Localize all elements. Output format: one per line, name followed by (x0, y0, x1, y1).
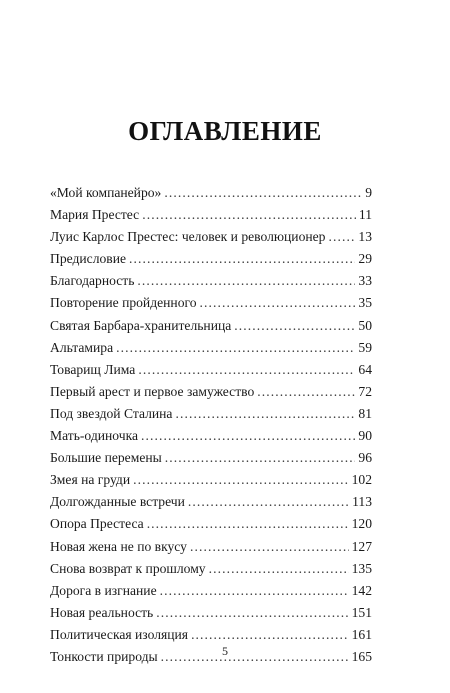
toc-entry-page: 161 (351, 626, 372, 642)
toc-entry-title: Альтамира (50, 339, 114, 355)
toc-entry-page: 135 (351, 560, 372, 576)
toc-entry-18 (50, 558, 372, 580)
toc-entry-title: Политическая изоляция (50, 626, 189, 642)
toc-entry-12 (50, 425, 372, 447)
toc-entry-title: Луис Карлос Престес: человек и революционер (50, 229, 326, 245)
toc-entry-title: Мать-одиночка (50, 428, 139, 444)
toc-entry-title: Тонкости природы (50, 648, 158, 664)
table-of-contents (50, 182, 372, 668)
dot-leader (200, 292, 356, 314)
dot-leader (116, 337, 355, 359)
dot-leader (190, 536, 349, 558)
toc-entry-page: 142 (351, 582, 372, 598)
dot-leader (129, 248, 355, 270)
page-title: ОГЛАВЛЕНИЕ (128, 116, 322, 146)
toc-entry-title: Повторение пройденного (50, 295, 197, 311)
dot-leader (142, 204, 356, 226)
page-number: 5 (222, 644, 228, 658)
toc-entry-8 (50, 337, 372, 359)
toc-entry-title: Снова возврат к прошлому (50, 560, 206, 576)
dot-leader (156, 602, 348, 624)
toc-entry-page: 11 (358, 207, 372, 223)
toc-entry-page: 64 (358, 361, 372, 377)
dot-leader (191, 624, 349, 646)
toc-entry-4 (50, 248, 372, 270)
toc-entry-page: 127 (351, 538, 372, 554)
toc-entry-title: Под звездой Сталина (50, 405, 173, 421)
toc-entry-page: 50 (358, 317, 372, 333)
dot-leader (234, 315, 355, 337)
toc-entry-21 (50, 624, 372, 646)
dot-leader (165, 447, 356, 469)
toc-entry-20 (50, 602, 372, 624)
toc-entry-13 (50, 447, 372, 469)
toc-entry-11 (50, 403, 372, 425)
toc-entry-page: 102 (351, 472, 372, 488)
toc-entry-title: Предисловие (50, 251, 127, 267)
toc-entry-14 (50, 469, 372, 491)
toc-entry-page: 120 (351, 516, 372, 532)
toc-entry-5 (50, 270, 372, 292)
dot-leader (257, 381, 355, 403)
dot-leader (133, 469, 348, 491)
toc-entry-15 (50, 491, 372, 513)
toc-entry-page: 29 (358, 251, 372, 267)
toc-entry-title: Большие перемены (50, 450, 162, 466)
dot-leader (164, 182, 362, 204)
toc-entry-title: Новая реальность (50, 604, 154, 620)
toc-entry-2 (50, 204, 372, 226)
dot-leader (138, 359, 355, 381)
toc-entry-10 (50, 381, 372, 403)
dot-leader (147, 513, 349, 535)
toc-entry-title: Дорога в изгнание (50, 582, 157, 598)
toc-entry-1 (50, 182, 372, 204)
dot-leader (175, 403, 355, 425)
dot-leader (141, 425, 355, 447)
toc-entry-title: Благодарность (50, 273, 135, 289)
toc-entry-9 (50, 359, 372, 381)
toc-entry-title: Долгожданные встречи (50, 494, 185, 510)
toc-entry-17 (50, 536, 372, 558)
toc-entry-page: 59 (358, 339, 372, 355)
toc-entry-16 (50, 513, 372, 535)
toc-entry-page: 9 (365, 185, 372, 200)
dot-leader (160, 580, 349, 602)
toc-entry-title: Новая жена не по вкусу (50, 538, 187, 554)
toc-entry-page: 165 (351, 648, 372, 664)
toc-entry-page: 13 (358, 229, 372, 245)
toc-entry-19 (50, 580, 372, 602)
toc-entry-page: 113 (352, 494, 372, 510)
toc-entry-3 (50, 226, 372, 248)
dot-leader (328, 226, 355, 248)
toc-entry-title: Святая Барбара-хранительница (50, 317, 232, 333)
toc-entry-page: 72 (358, 383, 372, 399)
toc-entry-title: «Мой компанейро» (50, 185, 162, 200)
toc-entry-page: 96 (358, 450, 372, 466)
dot-leader (137, 270, 355, 292)
toc-entry-7 (50, 315, 372, 337)
toc-entry-title: Первый арест и первое замужество (50, 383, 255, 399)
toc-entry-title: Змея на груди (50, 472, 131, 488)
dot-leader (188, 491, 349, 513)
toc-entry-page: 81 (358, 405, 372, 421)
toc-entry-page: 90 (358, 428, 372, 444)
toc-entry-title: Мария Престес (50, 207, 140, 223)
toc-entry-title: Товарищ Лима (50, 361, 136, 377)
toc-entry-page: 35 (358, 295, 372, 311)
dot-leader (209, 558, 349, 580)
toc-entry-title: Опора Престеса (50, 516, 144, 532)
toc-entry-page: 151 (351, 604, 372, 620)
toc-entry-page: 33 (358, 273, 372, 289)
toc-entry-6 (50, 292, 372, 314)
